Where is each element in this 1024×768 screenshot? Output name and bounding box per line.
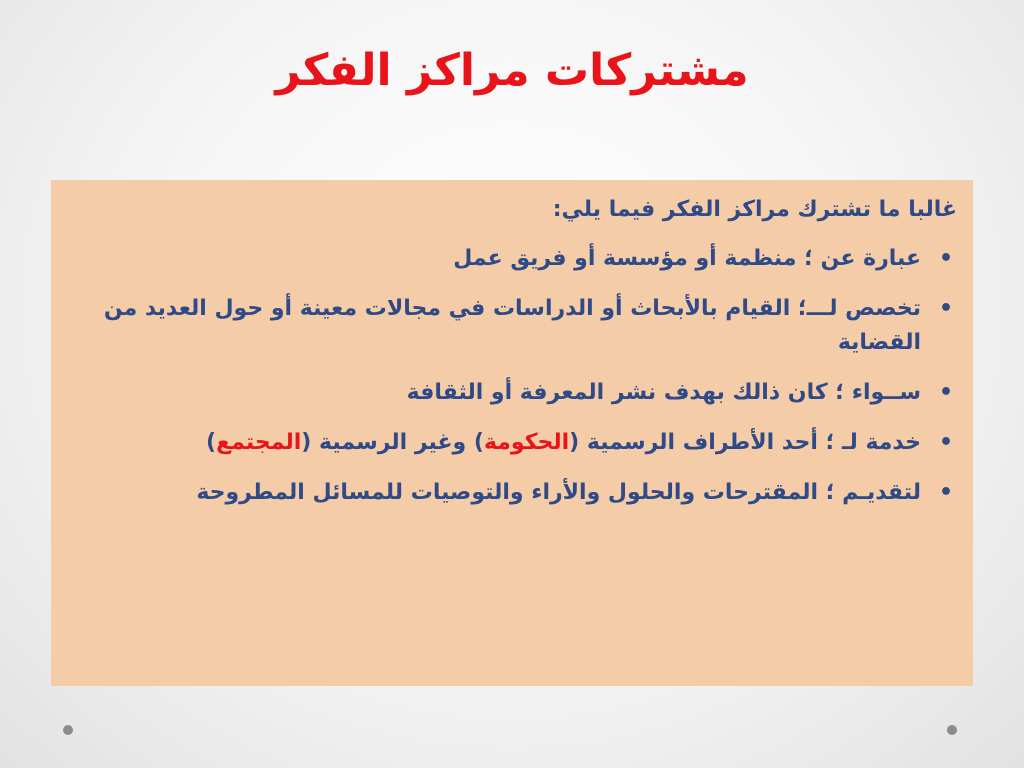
bullet-item-organization	[65, 242, 957, 276]
bullet-text-part: )	[206, 430, 217, 456]
bullet-text: ســواء ؛ كان ذالك بهدف نشر المعرفة أو الثقافة	[406, 380, 921, 406]
bullet-item-purpose	[65, 376, 957, 410]
bullet-item-service	[65, 426, 957, 460]
bullet-text-part: ) وغير الرسمية (	[301, 430, 484, 456]
bullet-text: عبارة عن ؛ منظمة أو مؤسسة أو فريق عمل	[453, 245, 921, 271]
bullet-text-part: خدمة لـ ؛ أحد الأطراف الرسمية (	[569, 430, 921, 456]
bullet-dot-icon: •	[938, 245, 953, 271]
bullet-list	[65, 242, 957, 511]
bullet-dot-icon: •	[938, 480, 953, 506]
highlight-government: الحكومة	[483, 430, 570, 456]
bullet-item-proposals	[65, 476, 957, 510]
corner-dot-right-icon	[947, 725, 957, 735]
corner-dot-left-icon	[63, 725, 73, 735]
bullet-dot-icon: •	[938, 295, 953, 321]
bullet-text: تخصص لـــ؛ القيام بالأبحاث أو الدراسات في مجالات معينة أو حول العديد من القضاية	[103, 295, 921, 356]
content-box	[51, 180, 973, 686]
bullet-item-specialization	[65, 292, 957, 360]
highlight-society: المجتمع	[216, 430, 302, 456]
bullet-dot-icon: •	[938, 380, 953, 406]
bullet-text: لتقديـم ؛ المقترحات والحلول والأراء والتوصيات للمسائل المطروحة	[196, 480, 921, 506]
bullet-dot-icon: •	[938, 430, 953, 456]
intro-text: غالبا ما تشترك مراكز الفكر فيما يلي:	[552, 197, 957, 222]
slide-title: مشتركات مراكز الفكر	[275, 45, 749, 96]
